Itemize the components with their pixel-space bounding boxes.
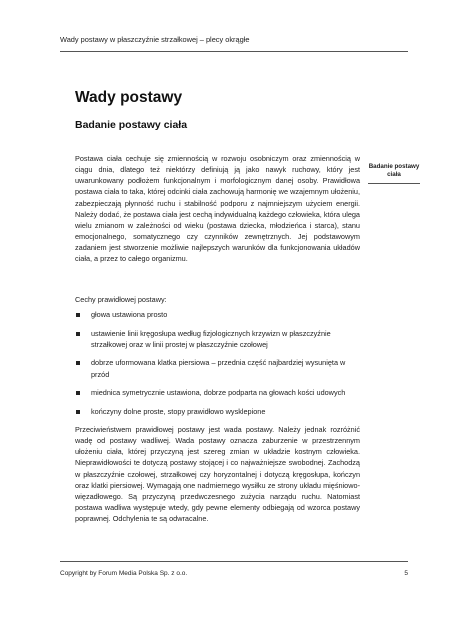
list-intro: Cechy prawidłowej postawy: bbox=[75, 295, 167, 304]
footer-copyright: Copyright by Forum Media Polska Sp. z o.o. bbox=[60, 570, 188, 577]
list-item: dobrze uformowana klatka piersiowa – przednia część najbardziej wysunięta w przód bbox=[75, 357, 360, 379]
page-number: 5 bbox=[404, 570, 408, 577]
section-title: Badanie postawy ciała bbox=[75, 119, 188, 131]
intro-paragraph: Postawa ciała cechuje się zmiennością w rozwoju osobniczym oraz zmiennością w ciągu dnia, dlatego też niektórzy definiują ją jako nawyk ruchowy, który jest uwarunkowany podłożem funkcjonalnym i morfologicznym danej osoby. Prawidłowa postawa ciała to taka, której odcinki ciała zachowują harmonię we wzajemnym ułożeniu, zabezpieczają płynność ruchu i stabilność podporu z najmniejszym użyciem energii. Należy dodać, że postawa ciała jest cechą indywidualną każdego człowieka, która ulega wielu zmianom w zależności od wieku (postawa dziecka, młodzieńca i starca), stanu emocjonalnego, somatycznego czy czynników zewnętrznych. Jej podstawowym zadaniem jest stworzenie możliwie najlepszych warunków dla funkcjonowania układów ciała, a przez to całego organizmu. bbox=[75, 154, 360, 264]
list-item: ustawienie linii kręgosłupa według fizjologicznych krzywizn w płaszczyźnie strzałkowej oraz w linii prostej w płaszczyźnie czołowej bbox=[75, 328, 360, 350]
list-item: głowa ustawiona prosto bbox=[75, 309, 360, 320]
list-item: miednica symetrycznie ustawiona, dobrze podparta na głowach kości udowych bbox=[75, 387, 360, 398]
page-title: Wady postawy bbox=[75, 89, 183, 106]
closing-paragraph: Przeciwieństwem prawidłowej postawy jest wada postawy. Należy jednak rozróżnić wadę od postawy wadliwej. Wada postawy oznacza zaburzenie w przestrzennym ułożeniu ciała, której przyczyną jest szereg zmian w układzie kostnym człowieka. Nieprawidłowości te dotyczą postawy stojącej i co najważniejsze swobodnej. Zachodzą w płaszczyźnie czołowej, strzałkowej czy horyzontalnej i dotyczą kręgosłupa, kończyn oraz klatki piersiowej. Wymagają one nadmiernego wysiłku ze strony układu mięśniowo-więzadłowego. Są przyczyną przedwczesnego zużycia narządu ruchu. Natomiast postawa wadliwa występuje wtedy, gdy pewne elementy odbiegają od wzorca postawy poprawnej. Odchylenia te są odwracalne. bbox=[75, 425, 360, 524]
running-header: Wady postawy w płaszczyźnie strzałkowej – plecy okrągłe bbox=[60, 35, 250, 44]
header-divider bbox=[60, 51, 408, 52]
margin-note: Badanie postawy ciała bbox=[368, 163, 420, 184]
footer-divider bbox=[60, 561, 408, 562]
features-list bbox=[75, 309, 360, 425]
list-item: kończyny dolne proste, stopy prawidłowo wysklepione bbox=[75, 406, 360, 417]
